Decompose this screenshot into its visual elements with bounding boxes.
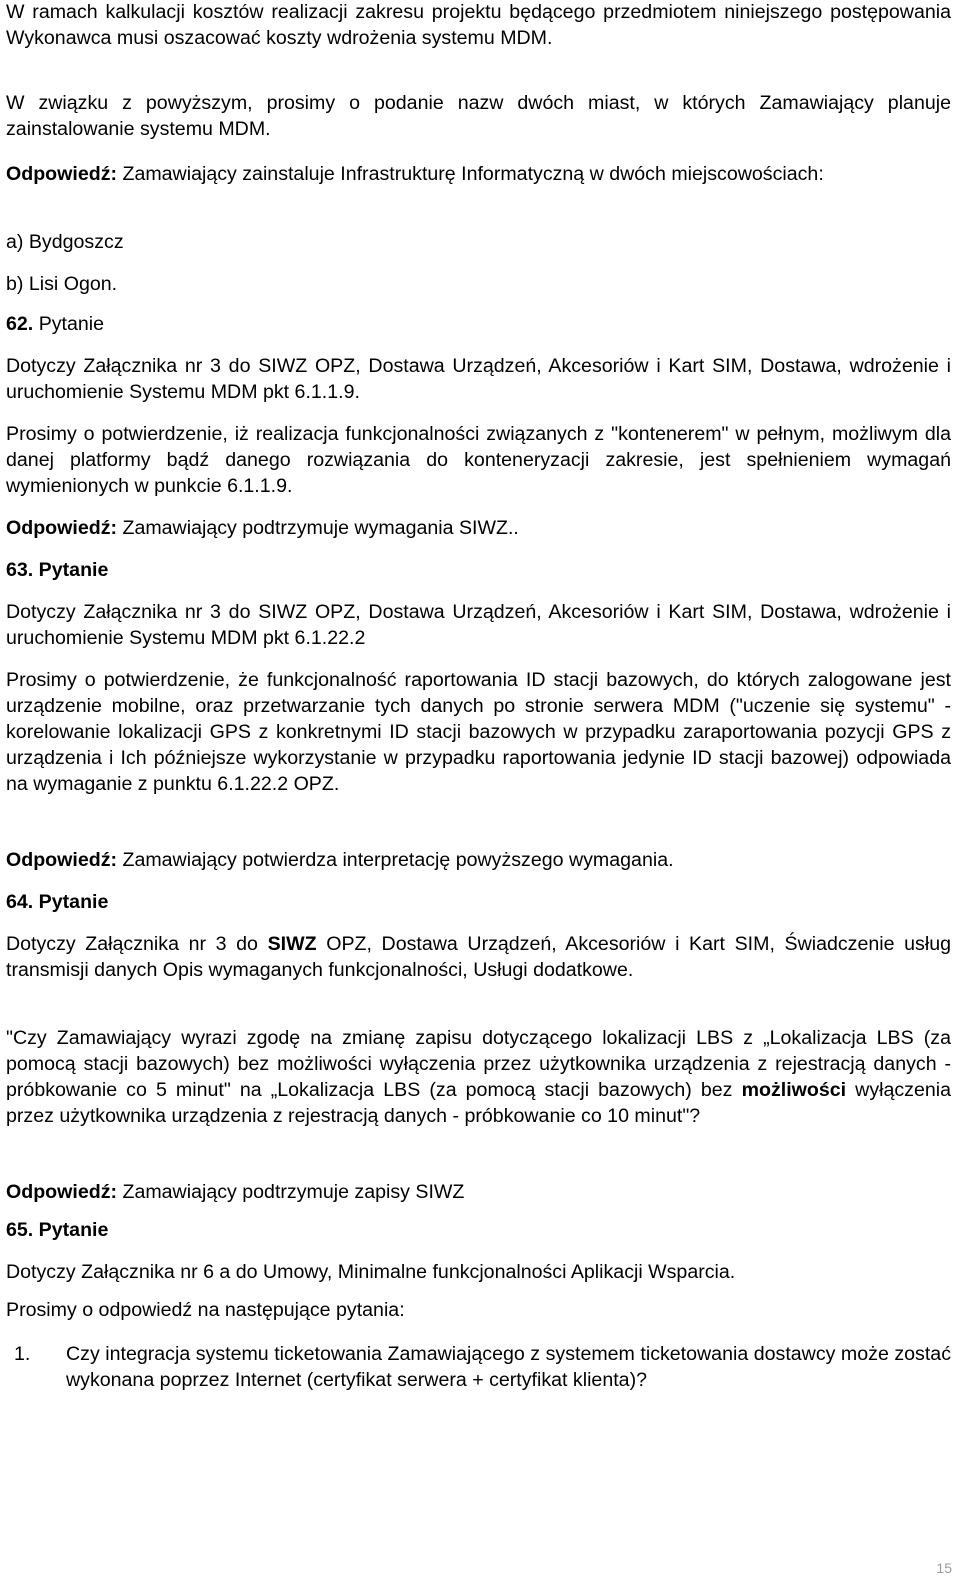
question-63-reference: Dotyczy Załącznika nr 3 do SIWZ OPZ, Dostawa Urządzeń, Akcesoriów i Kart SIM, Dostawa, wdrożenie i uruchomienie Systemu MDM pkt 6.1.22.2 (6, 601, 951, 649)
list-item-city-b: b) Lisi Ogon. (6, 273, 118, 295)
page-number: 15 (936, 1560, 952, 1576)
question-65-reference: Dotyczy Załącznika nr 6 a do Umowy, Minimalne funkcjonalności Aplikacji Wsparcia. (6, 1261, 736, 1283)
answer-label: Odpowiedź: (6, 1181, 118, 1203)
answer-label: Odpowiedź: (6, 163, 118, 185)
reference-text: Dotyczy Załącznika nr 3 do (6, 933, 268, 955)
list-item-city-a: a) Bydgoszcz (6, 231, 124, 253)
question-65-heading: 65. Pytanie (6, 1219, 109, 1241)
body-text: wyłączenia przez użytkownika urządzenia z rejestracją danych - próbkowanie co 10 minut"? (6, 1079, 952, 1127)
answer-text: Zamawiający potwierdza interpretację powyższego wymagania. (117, 849, 674, 871)
question-64-heading: 64. Pytanie (6, 891, 109, 913)
question-64-reference (6, 931, 951, 983)
paragraph-cost-calculation: W ramach kalkulacji kosztów realizacji zakresu projektu będącego przedmiotem niniejszego postępowania Wykonawca musi oszacować koszty wdrożenia systemu MDM. (6, 1, 951, 49)
question-63-heading: 63. Pytanie (6, 559, 109, 581)
question-64-answer (6, 1179, 951, 1205)
question-63-answer (6, 847, 951, 873)
question-62-heading (6, 311, 951, 337)
answer-label: Odpowiedź: (6, 849, 118, 871)
question-62-answer (6, 515, 951, 541)
question-62-reference: Dotyczy Załącznika nr 3 do SIWZ OPZ, Dostawa Urządzeń, Akcesoriów i Kart SIM, Dostawa, wdrożenie i uruchomienie Systemu MDM pkt 6.1.1.9. (6, 355, 951, 403)
question-65-intro: Prosimy o odpowiedź na następujące pytania: (6, 1299, 405, 1321)
question-62-number: 62. (6, 313, 34, 335)
answer-text: Zamawiający podtrzymuje zapisy SIWZ (117, 1181, 465, 1203)
list-item-number: 1. (14, 1343, 31, 1365)
reference-bold: SIWZ (267, 933, 317, 955)
list-item-text: Czy integracja systemu ticketowania Zamawiającego z systemem ticketowania dostawcy może zostać wykonana poprzez Internet (certyfikat serwera + certyfikat klienta)? (66, 1343, 951, 1391)
answer-text: Zamawiający podtrzymuje wymagania SIWZ.. (117, 517, 519, 539)
question-62-word: Pytanie (33, 313, 105, 335)
question-63-body: Prosimy o potwierdzenie, że funkcjonalność raportowania ID stacji bazowych, do których zalogowane jest urządzenie mobilne, oraz przetwarzanie tych danych po stronie serwera MDM ("uczenie się systemu" - korelowanie lokalizacji GPS z konkretnymi ID stacji bazowych w przypadku zaraportowania pozycji GPS z urządzenia i Ich późniejsze wykorzystanie w przypadku raportowania jedynie ID stacji bazowej) odpowiada na wymaganie z punktu 6.1.22.2 OPZ. (6, 669, 951, 795)
question-64-body (6, 1025, 951, 1129)
reference-text: OPZ, Dostawa Urządzeń, Akcesoriów i Kart SIM, Świadczenie usług transmisji danych Opis wymaganych funkcjonalności, Usługi dodatkowe. (6, 933, 951, 981)
body-text: "Czy Zamawiający wyrazi zgodę na zmianę zapisu dotyczącego lokalizacji LBS z „Lokalizacja LBS (za pomocą stacji bazowych) bez możliwości wyłączenia przez użytkownika urządzenia z rejestracją danych - próbkowanie co 5 minut" na „Lokalizacja LBS (za pomocą stacji bazowych) bez (6, 1027, 951, 1101)
body-bold: możliwości (741, 1079, 847, 1101)
answer-label: Odpowiedź: (6, 517, 118, 539)
answer-text: Zamawiający zainstaluje Infrastrukturę Informatyczną w dwóch miejscowościach: (117, 163, 824, 185)
question-62-body: Prosimy o potwierdzenie, iż realizacja funkcjonalności związanych z "kontenerem" w pełnym, możliwym dla danej platformy bądź danego rozwiązania do konteneryzacji zakresie, jest spełnieniem wymagań wymienionych w punkcie 6.1.1.9. (6, 423, 951, 497)
paragraph-cities-question: W związku z powyższym, prosimy o podanie nazw dwóch miast, w których Zamawiający planuje zainstalowanie systemu MDM. (6, 92, 951, 140)
paragraph-cities-answer (6, 161, 951, 187)
